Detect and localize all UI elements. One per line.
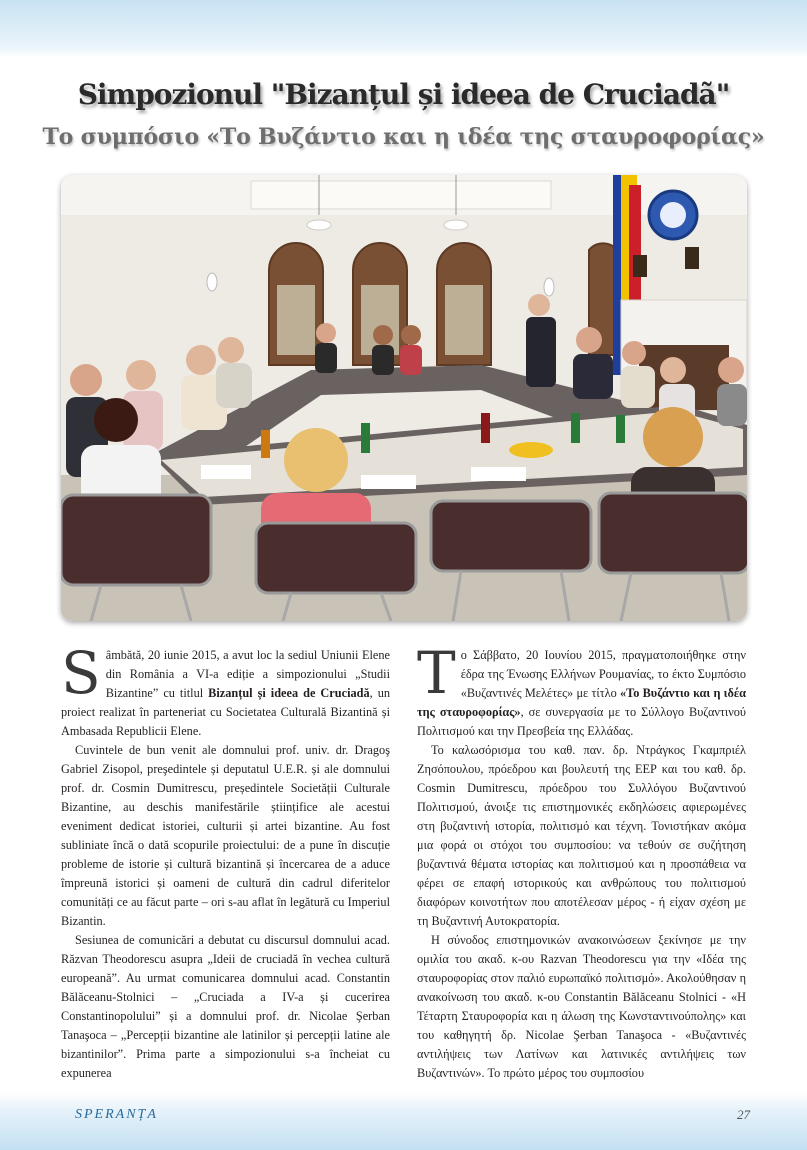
conference-photo: [61, 175, 747, 621]
paragraph: Sâmbătă, 20 iunie 2015, a avut loc la sediul Uniunii Elene din România a VI-a ediție a simpozionului „Studii Bizantine” cu titlul Bizanțul și ideea de Cruciadă, un proiect realizat în parteneriat cu Societatea Culturală Bizantină și Ambasada Republicii Elene.: [61, 639, 391, 738]
article-greek: [417, 639, 746, 1083]
paragraph: Το καλωσόρισμα του καθ. παν. δρ. Ντράγκος Γκαμπριέλ Ζησόπουλου, πρόεδρου και βουλευτή της ΕΕΡ και του καθ. δρ. Cosmin Dumitrescu, πρόεδρου του Συλλόγου Βυζαντινού Πολιτισμού, άνοιξε τις επιστημονικές εκδηλώσεις αφιερωμένες στη βυζαντινή ιστορία, πολιτισμό και τέχνη. Τονιστήκαν ακόμα μια φορά οι στόχοι του συμποσίου: να τεθούν σε συζήτηση βυζαντινά θέματα ιστορίας και πολιτισμού και η προσπάθεια να φέρει σε επαφή ιστορικούς και ανθρώπους του πολιτισμού διαφόρων κοινοτήτων που αποτέλεσαν μέρος - ή είχαν σχέση με τη Βυζαντινή Αυτοκρατορία.: [417, 743, 746, 928]
paragraph: Το Σάββατο, 20 Ιουνίου 2015, πραγματοποιήθηκε στην έδρα της Ένωσης Ελλήνων Ρουμανίας, το έκτο Συμπόσιο «Βυζαντινές Μελέτες» με τίτλο «Το Βυζάντιο και η ιδέα της σταυροφορίας», σε συνεργασία με το Σύλλογο Βυζαντινού Πολιτισμού και την Πρεσβεία της Ελλάδας.: [417, 639, 746, 738]
paragraph: Cuvintele de bun venit ale domnului prof. univ. dr. Dragoş Gabriel Zisopol, preşedintele și deputatul U.E.R. și ale domnului prof. dr. Cosmin Dumitrescu, președintele Societății Culturale Bizantine, au deschis manifestările științifice ale acestui eveniment dedicat istoriei, culturii și artei bizantine. Au fost subliniate încă o dată scopurile proiectului: de a pune în discuție probleme de istorie și cultură bizantină și încercarea de a aduce împreună istorici și oameni de cultură din cadrul diferitelor comunități ce au făcut parte – ori s-au aflat în legătură cu Imperiul Bizantin.: [61, 743, 390, 928]
top-decorative-band: [0, 0, 807, 58]
article-romanian: [61, 639, 391, 1083]
wall-icon: [685, 247, 699, 269]
wall-icon: [633, 255, 647, 277]
paragraph: Η σύνοδος επιστημονικών ανακοινώσεων ξεκίνησε με την ομιλία του ακαδ. κ-ου Razvan Theodorescu για την «Ιδέα της σταυροφορίας στον παλιό ευρωπαϊκό πολιτισμό». Ακολούθησαν η ανακοίνωση του ακαδ. κ-ου Constantin Bălăceanu Stolnici - «Η Τέταρτη Σταυροφορία και η άλωση της Κωνσταντινούπολης» και του καθηγητή δρ. Nicolae Şerban Tanaşoca - «Βυζαντινές αντιλήψεις των Λατίνων και λατινικές αντιλήψεις των Βυζαντινών». Το πρώτο μέρος του συμποσίου: [417, 933, 746, 1080]
drop-cap: Τ: [417, 639, 456, 707]
ceiling-recess: [251, 181, 551, 209]
drop-cap: S: [61, 639, 101, 707]
title-greek: Το συμπόσιο «Το Βυζάντιο και η ιδέα της σταυροφορίας»: [42, 124, 765, 150]
page-number: 27: [737, 1107, 750, 1122]
title-romanian: Simpozionul "Bizanțul și ideea de Cruciadã": [77, 78, 730, 111]
magazine-name: SPERANȚA: [75, 1107, 158, 1122]
paragraph: Sesiunea de comunicări a debutat cu discursul domnului acad. Răzvan Theodorescu asupra „Ideii de cruciadă în vechea cultură europeană”. Au urmat comunicarea domnului acad. Constantin Bălăceanu-Stolnici – „Cruciada a IV-a și cucerirea Constantinopolului” și a domnului prof. dr. Nicolae Şerban Tanaşoca – „Percepții bizantine ale latinilor și percepții latine ale bizantinilor”. Prima parte a simpozionului s-a încheiat cu expunerea: [61, 933, 390, 1080]
